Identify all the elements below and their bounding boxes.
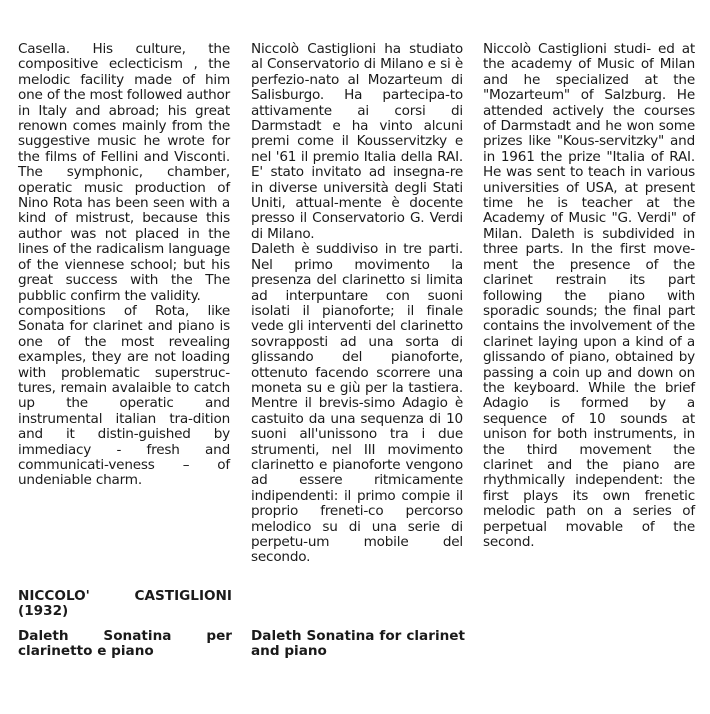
daleth-description-italian: Daleth è suddiviso in tre parti. Nel primo movimento la presenza del clarinetto si limita ad interpuntare con suoni isolati il pianoforte; il finale vede gli interventi del clarinetto sovrapposti ad una sorta di glissando del pianoforte, ottenuto facendo scorrere una moneta su e giù per la tastiera. Mentre il brevis-simo Adagio è castuito da una sequenza di 10 suoni all'unissono tra i due strumenti, nel III movimento clarinetto e pianoforte vengono ad essere ritmicamente indipendenti: il primo compie il proprio freneti-co percorso melodico su di una serie di perpetu-um mobile del secondo. [251,241,463,566]
column-english-castiglioni [483,42,695,550]
castiglioni-bio-english: Niccolò Castiglioni studi- ed at the academy of Music of Milan and he specialized at the "Mozarteum" of Salzburg. He attended actively the courses of Darmstadt and he won some prizes like "Kous-servitzky" and in 1961 the prize "Italia of RAI. He was sent to teach in various universities of USA, at present time he is teacher at the Academy of Music "G. Verdi" of Milan. Daleth is subdivided in three parts. In the first move-ment the presence of the clarinet restrain its part following the piano with sporadic sounds; the final part contains the involvement of the clarinet laying upon a kind of a glissando of piano, obtained by passing a coin up and down on the keyboard. While the brief Adagio is formed by a sequence of 10 sounds at unison for both instruments, in the third movement the clarinet and the piano are rhythmically independent: the first plays its own frenetic melodic path on a series of perpetual movable of the second. [483,41,695,550]
column-italian-castiglioni [251,42,463,566]
work-title-italian: Daleth Sonatina per clarinetto e piano [18,628,232,660]
rota-paragraph-1: Casella. His culture, the compositive eclecticism , the melodic facility made of him one of the most followed author in Italy and abroad; his great renown comes mainly from the suggestive music he wrote for the films of Fellini and Visconti. The symphonic, chamber, operatic music production of Nino Rota has been seen with a kind of mistrust, because this author was not placed in the lines of the radicalism language of the viennese school; but his great success with the The pubblic confirm the validity. [18,41,230,304]
work-title-english: Daleth Sonatina for clarinet and piano [251,628,465,660]
castiglioni-bio-italian: Niccolò Castiglioni ha studiato al Conservatorio di Milano e si è perfezio-nato al Mozarteum di Salisburgo. Ha partecipa-to attivamente ai corsi di Darmstadt e ha vinto alcuni premi come il Kousservitzky e nel '61 il premio Italia della RAI. E' stato invitato ad insegna-re in diverse università degli Stati Uniti, attual-mente è docente presso il Conservatorio G. Verdi di Milano. [251,41,463,242]
rota-paragraph-2: compositions of Rota, like Sonata for clarinet and piano is one of the most revealing examples, they are not loading with problematic superstruc-tures, remain avalaible to catch up the operatic and instrumental italian tra-dition and it distin-guished by immediacy - fresh and communicati-veness – of undeniable charm. [18,302,230,489]
composer-heading: NICCOLO' CASTIGLIONI (1932) [18,588,232,620]
column-english-rota [18,42,230,489]
